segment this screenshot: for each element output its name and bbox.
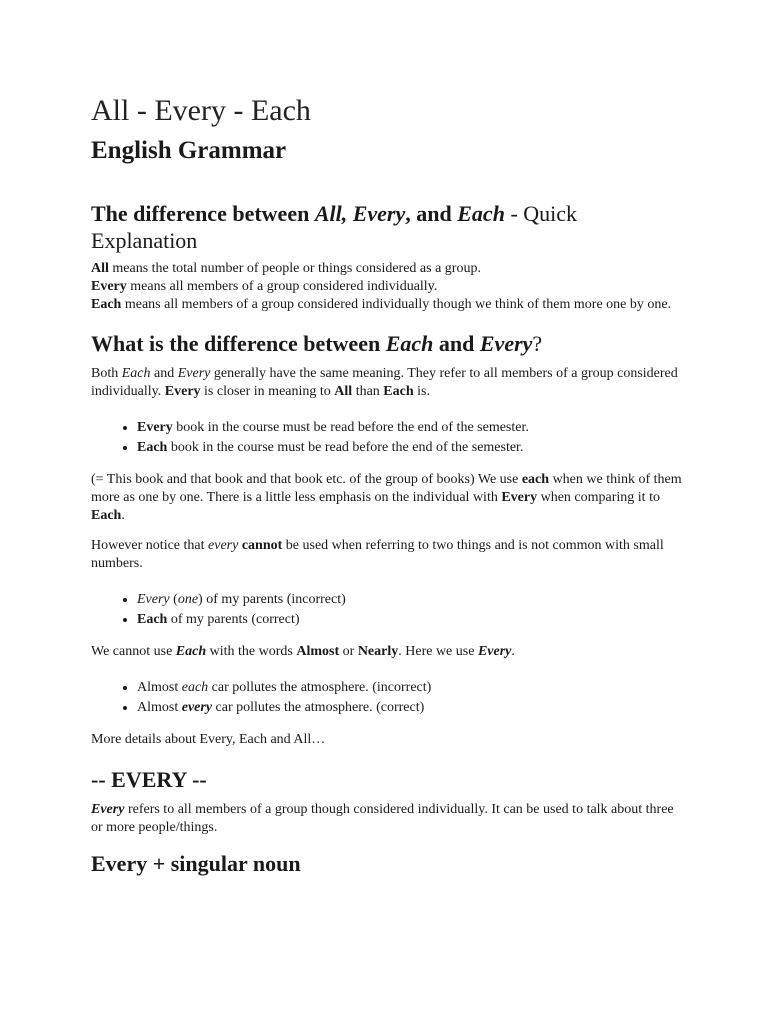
list-item: • Every book in the course must be read before the end of the semester. xyxy=(137,419,687,437)
page-subtitle: English Grammar xyxy=(91,137,287,164)
example-list-parents xyxy=(91,591,687,629)
section-heading-quick-explanation: The difference between All, Every, and Each - Quick Explanation xyxy=(91,201,578,253)
paragraph-both-each-every: Both Each and Every generally have the same meaning. They refer to all members of a group considered individually. Every is closer in meaning to All than Each is. xyxy=(91,366,678,399)
list-item: • Each book in the course must be read before the end of the semester. xyxy=(137,439,687,457)
list-item: • Each of my parents (correct) xyxy=(137,611,687,629)
list-item: • Every (one) of my parents (incorrect) xyxy=(137,591,687,609)
definition-every: Every means all members of a group considered individually. xyxy=(91,279,438,294)
definition-all: All means the total number of people or things considered as a group. xyxy=(91,261,481,276)
subheading-every-singular-noun: Every + singular noun xyxy=(91,851,301,876)
paragraph-every-definition: Every refers to all members of a group though considered individually. It can be used to talk about three or more people/things. xyxy=(91,802,674,835)
paragraph-almost-nearly: We cannot use Each with the words Almost or Nearly. Here we use Every. xyxy=(91,644,515,659)
example-list-book xyxy=(91,419,687,457)
section-heading-each-vs-every: What is the difference between Each and Every? xyxy=(91,331,543,356)
list-item: • Almost every car pollutes the atmosphere. (correct) xyxy=(137,699,687,717)
definition-each: Each means all members of a group considered individually though we think of them more one by one. xyxy=(91,297,672,312)
list-item: • Almost each car pollutes the atmosphere. (incorrect) xyxy=(137,679,687,697)
page-title: All - Every - Each xyxy=(91,94,311,127)
paragraph-one-by-one: (= This book and that book and that book etc. of the group of books) We use each when we think of them more as one by one. There is a little less emphasis on the individual with Every when comparing it to Each. xyxy=(91,472,682,523)
section-heading-every: -- EVERY -- xyxy=(91,767,207,792)
more-details-text: More details about Every, Each and All… xyxy=(91,732,326,747)
page-content xyxy=(91,92,687,877)
example-list-car xyxy=(91,679,687,717)
paragraph-cannot: However notice that every cannot be used when referring to two things and is not common with small numbers. xyxy=(91,538,664,571)
